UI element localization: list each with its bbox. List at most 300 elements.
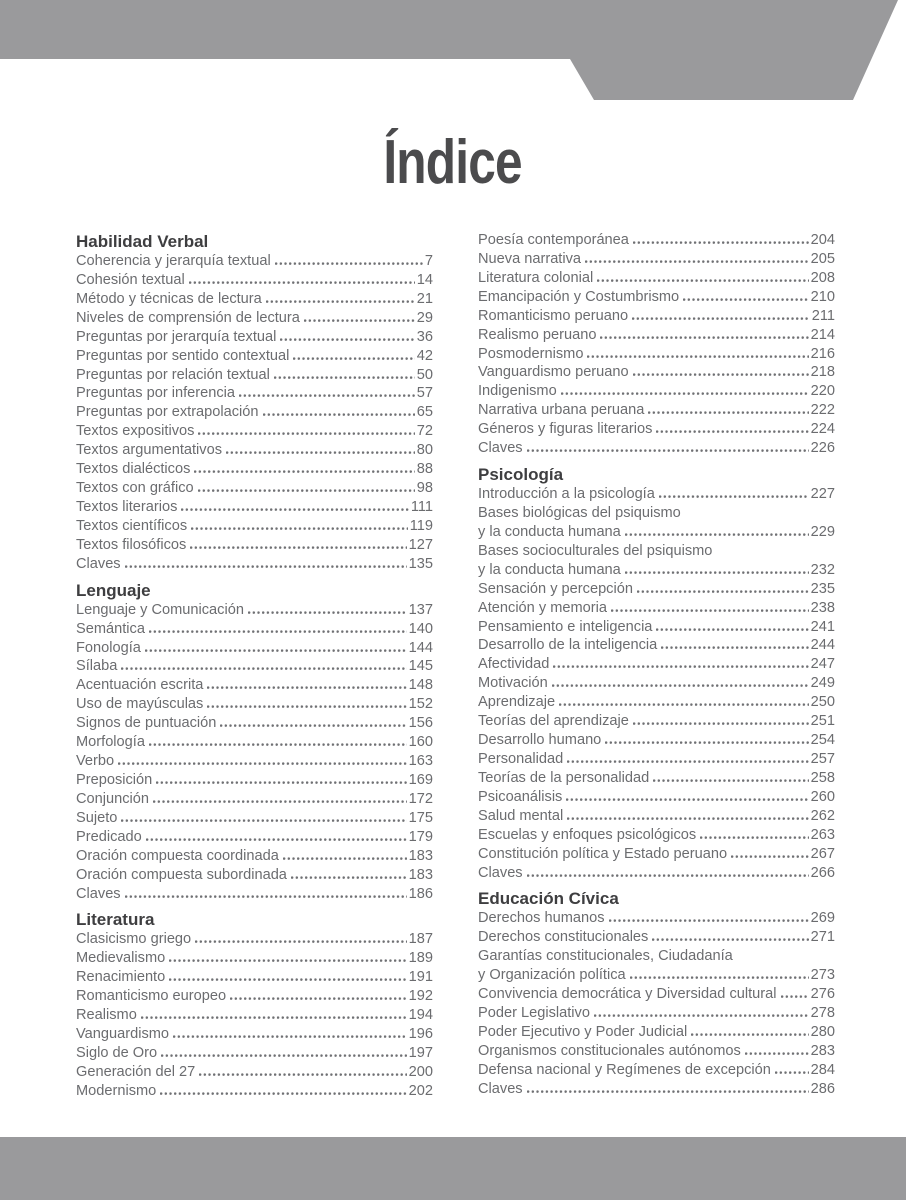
toc-entry [478,864,835,883]
entry-label: Desarrollo de la inteligencia [478,637,658,654]
dot-leader [125,565,407,568]
page-number: 98 [416,480,433,497]
toc-entry [76,1063,433,1082]
toc-entry [478,504,835,523]
toc-entry [478,909,835,928]
toc-entry [478,693,835,712]
dot-leader [207,705,406,708]
dot-leader [633,241,809,244]
dot-leader [594,1014,809,1017]
section-heading: Lenguaje [76,580,151,600]
page-number: 254 [810,732,835,749]
page-number: 250 [810,694,835,711]
page-number: 280 [810,1023,835,1040]
page-number: 262 [810,807,835,824]
entry-label: Oración compuesta coordinada [76,847,279,864]
entry-label: Teorías del aprendizaje [478,713,629,730]
toc-entry [478,1042,835,1061]
toc-entry [76,555,433,574]
entry-label: Nueva narrativa [478,250,582,267]
entry-label: Salud mental [478,807,564,824]
entry-label: Preguntas por sentido contextual [76,347,290,364]
dot-leader [207,686,406,689]
toc-entry [76,366,433,385]
dot-leader [552,684,809,687]
entry-label: Aprendizaje [478,694,556,711]
entry-label: Vanguardismo peruano [478,364,629,381]
entry-label: Cohesión textual [76,271,185,288]
toc-entry [478,382,835,401]
page-number: 211 [811,307,835,324]
dot-leader [656,430,808,433]
toc-entry [478,1061,835,1080]
dot-leader [161,1054,407,1057]
page-number: 29 [416,309,433,326]
toc-entry [478,750,835,769]
page-number: 271 [810,929,835,946]
toc-entry [478,845,835,864]
toc-entry [478,712,835,731]
toc-entry [478,1004,835,1023]
dot-leader [656,628,808,631]
page-number: 284 [810,1061,835,1078]
entry-label: Defensa nacional y Regímenes de excepción [478,1061,771,1078]
entry-label: Bases biológicas del psiquismo [478,504,681,521]
header-band [0,0,906,100]
dot-leader [275,262,423,265]
dot-leader [632,317,810,320]
entry-label: Indigenismo [478,383,557,400]
page-number: 220 [810,383,835,400]
dot-leader [633,373,809,376]
entry-label: Preguntas por jerarquía textual [76,328,277,345]
page-number: 283 [810,1042,835,1059]
toc-entry [478,928,835,947]
entry-label: Organismos constitucionales autónomos [478,1042,741,1059]
dot-leader [226,451,415,454]
entry-label: Textos científicos [76,517,188,534]
toc-entry [76,498,433,517]
entry-label: Preguntas por relación textual [76,366,270,383]
entry-label: Uso de mayúsculas [76,696,204,713]
entry-label: Preguntas por extrapolación [76,404,259,421]
entry-label: Modernismo [76,1082,157,1099]
dot-leader [263,413,415,416]
entry-label: Pensamiento e inteligencia [478,618,653,635]
entry-label: Personalidad [478,750,564,767]
toc-entry [76,676,433,695]
toc-entry [478,674,835,693]
entry-label: Claves [76,885,121,902]
toc-entry [478,420,835,439]
page-number: 226 [810,440,835,457]
page-number: 276 [810,986,835,1003]
toc-entry [76,290,433,309]
entry-label: Claves [76,555,121,572]
footer-band [0,1137,906,1200]
toc-entry [478,618,835,637]
entry-label: Vanguardismo [76,1026,170,1043]
entry-label: Introducción a la psicología [478,486,655,503]
page-number: 273 [810,967,835,984]
entry-label: Generación del 27 [76,1063,196,1080]
page-number: 286 [810,1080,835,1097]
entry-label: Emancipación y Costumbrismo [478,288,680,305]
entry-label: Textos literarios [76,498,178,515]
toc-entry [76,885,433,904]
page-number: 260 [810,788,835,805]
page-number: 238 [810,599,835,616]
toc-entry [478,826,835,845]
dot-leader [597,279,808,282]
toc-entry [478,345,835,364]
entry-label: Garantías constitucionales, Ciudadanía [478,948,733,965]
toc-section [76,229,433,574]
entry-label: Renacimiento [76,969,166,986]
dot-leader [195,940,406,943]
toc-entry [478,966,835,985]
toc-entry [76,987,433,1006]
entry-label: Textos expositivos [76,423,195,440]
dot-leader [781,995,809,998]
toc-entry [478,769,835,788]
toc-entry [76,309,433,328]
dot-leader [661,646,808,649]
page-number: 227 [810,486,835,503]
dot-leader [220,724,406,727]
dot-leader [118,762,407,765]
toc-entry [478,947,835,966]
page-number: 36 [416,328,433,345]
toc-entry [76,809,433,828]
toc-entry [478,807,835,826]
page-number: 156 [408,715,433,732]
dot-leader [527,1090,809,1093]
entry-label: Psicoanálisis [478,788,563,805]
dot-leader [745,1052,809,1055]
entry-label: Textos filosóficos [76,536,187,553]
entry-label: Poder Ejecutivo y Poder Judicial [478,1023,688,1040]
entry-label: y la conducta humana [478,561,621,578]
toc-entry [76,536,433,555]
entry-label: Conjunción [76,790,150,807]
dot-leader [683,298,808,301]
dot-leader [146,838,407,841]
dot-leader [198,432,414,435]
toc-entry [478,1023,835,1042]
page-number: 200 [408,1063,433,1080]
toc-entry [478,250,835,269]
entry-label: Sujeto [76,809,118,826]
entry-label: Bases socioculturales del psiquismo [478,542,713,559]
dot-leader [775,1071,809,1074]
page-number: 216 [810,345,835,362]
entry-label: Claves [478,1080,523,1097]
page-number: 172 [408,790,433,807]
toc-entry [478,580,835,599]
page-number: 183 [408,847,433,864]
dot-leader [156,781,406,784]
dot-leader [266,300,415,303]
entry-label: Textos dialécticos [76,461,191,478]
dot-leader [230,997,407,1000]
toc-section [478,886,835,1098]
page-title-text: Índice [383,128,523,197]
toc-entry [76,517,433,536]
dot-leader [169,959,406,962]
toc-entry [478,1080,835,1099]
page-number: 278 [810,1005,835,1022]
dot-leader [605,741,808,744]
dot-leader [633,722,809,725]
toc-entry [76,384,433,403]
entry-label: Posmodernismo [478,345,584,362]
dot-leader [283,857,407,860]
toc-entry [478,439,835,458]
page-number: 88 [416,461,433,478]
toc-entry [478,307,835,326]
entry-label: Romanticismo peruano [478,307,629,324]
toc-entry [478,326,835,345]
toc-entry [478,636,835,655]
toc-entry [76,460,433,479]
dot-leader [567,760,808,763]
toc-entry [478,231,835,250]
page-number: 50 [416,366,433,383]
section-heading: Psicología [478,465,564,485]
dot-leader [731,855,809,858]
page-number: 191 [408,969,433,986]
entry-label: Semántica [76,620,145,637]
toc-entry [76,714,433,733]
dot-leader [121,819,406,822]
entry-label: Clasicismo griego [76,931,192,948]
entry-label: Realismo [76,1007,137,1024]
dot-leader [559,703,809,706]
page-number: 152 [408,696,433,713]
page-number: 80 [416,442,433,459]
dot-leader [153,800,407,803]
page-number: 163 [408,753,433,770]
dot-leader [653,779,808,782]
page-number: 197 [408,1044,433,1061]
dot-leader [121,667,406,670]
dot-leader [566,798,808,801]
toc-entry [76,441,433,460]
toc-entry [478,599,835,618]
toc-section [76,907,433,1100]
entry-label: Poder Legislativo [478,1005,590,1022]
page-number: 235 [810,580,835,597]
toc-entry [76,1025,433,1044]
entry-label: Constitución política y Estado peruano [478,845,728,862]
page-number: 196 [408,1026,433,1043]
page-number: 169 [408,771,433,788]
dot-leader [625,533,809,536]
toc-entry [478,731,835,750]
dot-leader [173,1035,407,1038]
entry-label: Teorías de la personalidad [478,769,650,786]
dot-leader [149,743,407,746]
entry-label: Preposición [76,771,153,788]
page-number: 72 [416,423,433,440]
toc-entry [76,733,433,752]
dot-leader [652,938,808,941]
page-number: 127 [408,536,433,553]
entry-label: Textos argumentativos [76,442,223,459]
page-number: 42 [416,347,433,364]
page-number: 194 [408,1007,433,1024]
dot-leader [149,630,407,633]
dot-leader [637,590,809,593]
dot-leader [239,394,415,397]
entry-label: y la conducta humana [478,523,621,540]
page-number: 144 [408,639,433,656]
entry-label: Convivencia democrática y Diversidad cultural [478,986,777,1003]
page-number: 244 [810,637,835,654]
page-number: 267 [810,845,835,862]
entry-label: Poesía contemporánea [478,232,629,248]
toc-entry [478,401,835,420]
toc-column [76,229,433,1101]
page-number: 189 [408,950,433,967]
page-number: 263 [810,826,835,843]
entry-label: Claves [478,440,523,457]
entry-label: Derechos humanos [478,910,605,927]
toc-entry [478,655,835,674]
entry-label: Narrativa urbana peruana [478,402,645,419]
entry-label: Fonología [76,639,141,656]
page-number: 222 [810,402,835,419]
dot-leader [169,978,406,981]
page-number: 247 [810,656,835,673]
entry-label: y Organización política [478,967,626,984]
toc-entry [478,485,835,504]
page-number: 205 [810,250,835,267]
toc-entry [76,479,433,498]
page-number: 57 [416,385,433,402]
dot-leader [630,976,809,979]
toc-entry [478,788,835,807]
dot-leader [191,527,408,530]
entry-label: Morfología [76,734,145,751]
toc-entry [76,930,433,949]
toc-entry [76,328,433,347]
page-number: 204 [810,232,835,248]
page-number: 232 [810,561,835,578]
dot-leader [293,357,414,360]
toc-entry [76,968,433,987]
toc-entry [478,542,835,561]
entry-label: Motivación [478,675,548,692]
page-number: 214 [810,326,835,343]
page-number: 251 [810,713,835,730]
section-heading: Habilidad Verbal [76,232,209,251]
page-number: 208 [810,269,835,286]
entry-label: Acentuación escrita [76,677,204,694]
dot-leader [141,1016,407,1019]
dot-leader [527,449,809,452]
entry-label: Literatura colonial [478,269,594,286]
toc-entry [76,271,433,290]
entry-label: Coherencia y jerarquía textual [76,253,271,269]
page-number: 257 [810,750,835,767]
page-number: 179 [408,828,433,845]
page-number: 202 [408,1082,433,1099]
toc-entry [478,269,835,288]
toc-entry [76,657,433,676]
section-heading: Educación Cívica [478,889,619,909]
page-number: 145 [408,658,433,675]
toc-entry [478,561,835,580]
dot-leader [194,470,414,473]
dot-leader [198,489,415,492]
toc-entry [76,601,433,620]
page-number: 266 [810,864,835,881]
page-number: 175 [408,809,433,826]
page-number: 160 [408,734,433,751]
toc-entry [76,790,433,809]
page-number: 148 [408,677,433,694]
entry-label: Preguntas por inferencia [76,385,236,402]
entry-label: Derechos constitucionales [478,929,649,946]
dot-leader [659,495,809,498]
dot-leader [587,355,808,358]
entry-label: Niveles de comprensión de lectura [76,309,300,326]
page-number: 65 [416,404,433,421]
dot-leader [304,319,415,322]
page-number: 7 [424,253,433,269]
entry-label: Atención y memoria [478,599,607,616]
dot-leader [553,665,808,668]
entry-label: Predicado [76,828,142,845]
entry-label: Siglo de Oro [76,1044,158,1061]
toc-entry [76,639,433,658]
toc-entry [76,771,433,790]
entry-label: Oración compuesta subordinada [76,866,287,883]
dot-leader [274,376,415,379]
toc-section [478,231,835,458]
entry-label: Desarrollo humano [478,732,602,749]
page-title [0,128,906,197]
dot-leader [280,338,414,341]
page-number: 111 [410,498,433,515]
entry-label: Realismo peruano [478,326,597,343]
page-number: 192 [408,988,433,1005]
dot-leader [625,571,809,574]
entry-label: Método y técnicas de lectura [76,290,262,307]
toc-entry [76,695,433,714]
toc-entry [76,403,433,422]
entry-label: Verbo [76,753,115,770]
dot-leader [567,817,808,820]
page-number: 14 [416,271,433,288]
toc-section [478,462,835,882]
dot-leader [125,895,407,898]
dot-leader [189,281,415,284]
page-number: 137 [408,601,433,618]
dot-leader [199,1073,406,1076]
toc-entry [76,252,433,271]
page-number: 241 [810,618,835,635]
toc-entry [76,949,433,968]
page-number: 119 [409,517,433,534]
entry-label: Lenguaje y Comunicación [76,601,244,618]
toc-entry [76,422,433,441]
toc-entry [76,1082,433,1101]
dot-leader [585,260,809,263]
page-number: 210 [810,288,835,305]
